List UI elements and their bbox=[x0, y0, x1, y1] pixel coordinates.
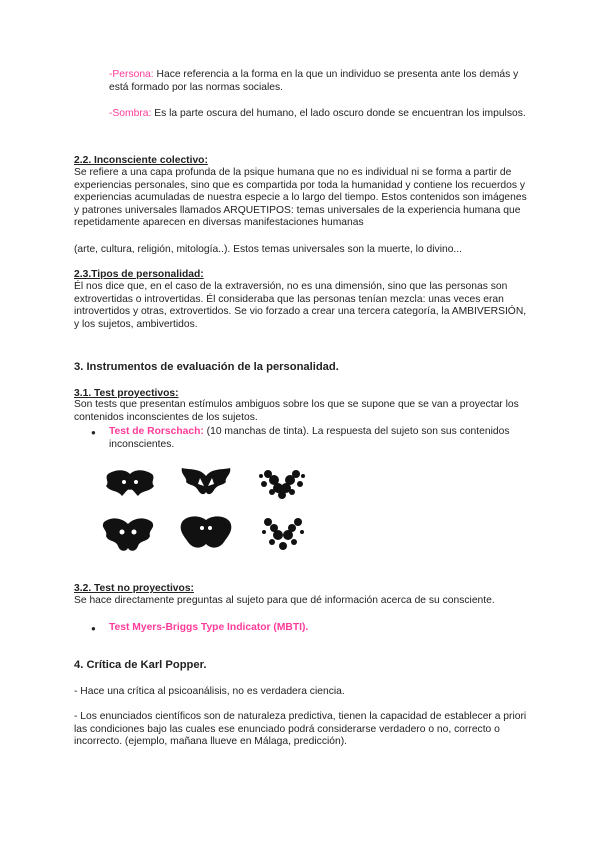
bullet-dot-icon: ● bbox=[91, 624, 96, 633]
inkblot-4-image bbox=[100, 516, 156, 554]
mbti-bullet: Test Myers-Briggs Type Indicator (MBTI). bbox=[109, 622, 309, 633]
popper-point-1: - Hace una crítica al psicoanálisis, no es verdadera ciencia. bbox=[74, 686, 345, 697]
no-proyectivos-paragraph: Se hace directamente preguntas al sujeto para que dé información acerca de su consciente. bbox=[74, 595, 495, 606]
tipos-heading: 2.3.Tipos de personalidad: bbox=[74, 269, 204, 280]
persona-text: Hace referencia a la forma en la que un individuo se presenta ante los demás y está formado por las normas sociales. bbox=[109, 69, 519, 93]
section3-heading: 3. Instrumentos de evaluación de la personalidad. bbox=[74, 361, 339, 373]
persona-definition bbox=[109, 69, 529, 94]
rorschach-text: (10 manchas de tinta). La respuesta del sujeto son sus contenidos inconscientes. bbox=[109, 426, 510, 450]
sombra-definition bbox=[109, 108, 529, 121]
no-proyectivos-heading: 3.2. Test no proyectivos: bbox=[74, 583, 194, 594]
proyectivos-paragraph: Son tests que presentan estímulos ambiguos sobre los que se supone que se van a proyectar los contenidos inconscientes de los sujetos. bbox=[74, 399, 519, 423]
rorschach-bullet bbox=[109, 426, 529, 451]
section4-heading: 4. Crítica de Karl Popper. bbox=[74, 659, 207, 671]
sombra-term: -Sombra: bbox=[109, 108, 152, 119]
persona-term: -Persona: bbox=[109, 69, 154, 80]
inkblot-3-image bbox=[256, 468, 308, 500]
inconsciente-paragraph: Se refiere a una capa profunda de la psique humana que no es individual ni se forma a partir de experiencias personales, sino que es compartida por toda la humanidad y contiene los recuerdos y experiencias acumuladas de nuestra especie a lo largo del tiempo. Estos contenidos son imágenes y patrones universales llamados ARQUETIPOS: temas universales de la experiencia humana que repetidamente aparecen en diversas manifestaciones humanas bbox=[74, 167, 527, 229]
inkblot-1-image bbox=[104, 468, 156, 498]
sombra-text: Es la parte oscura del humano, el lado oscuro donde se encuentran los impulsos. bbox=[154, 108, 526, 119]
inconsciente-paragraph-end: (arte, cultura, religión, mitología..). Estos temas universales son la muerte, lo divino... bbox=[74, 244, 463, 255]
inkblot-5-image bbox=[178, 514, 234, 554]
rorschach-term: Test de Rorschach: bbox=[109, 426, 204, 437]
inkblot-6-image bbox=[258, 516, 308, 552]
popper-point-2: - Los enunciados científicos son de naturaleza predictiva, tienen la capacidad de establecer a priori las condiciones bajo las cuales ese enunciado podrá considerarse verdadero o no, correcto o incorrecto. (ejemplo, mañana llueve en Málaga, predicción). bbox=[74, 711, 527, 748]
proyectivos-heading: 3.1. Test proyectivos: bbox=[74, 388, 179, 399]
inkblot-2-image bbox=[178, 466, 234, 500]
inconsciente-heading: 2.2. Inconsciente colectivo: bbox=[74, 155, 208, 166]
tipos-paragraph: Él nos dice que, en el caso de la extraversión, no es una dimensión, sino que las personas son extrovertidas o introvertidas. Él consideraba que las personas tenían mezcla: unas veces eran introvertidos y otras, extrovertidos. Se vio forzado a crear una tercera categoría, la AMBIVERSIÓN, y los sujetos, ambivertidos. bbox=[74, 281, 527, 330]
bullet-dot-icon: ● bbox=[91, 428, 96, 437]
